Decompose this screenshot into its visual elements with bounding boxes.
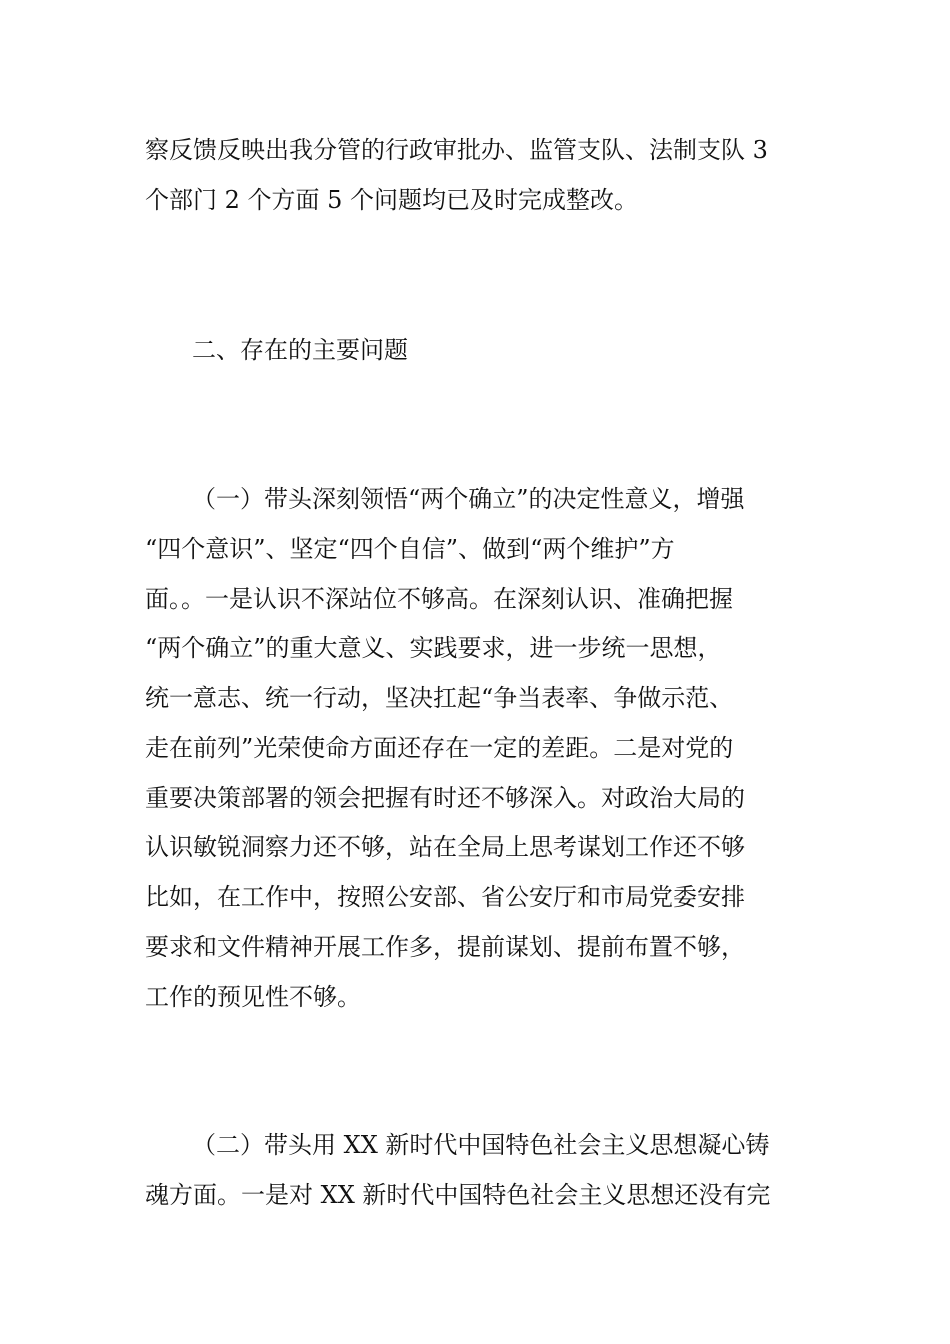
paragraph-line: 个部门 2 个方面 5 个问题均已及时完成整改。 [145,186,639,214]
paragraph-line: 面。。一是认识不深站位不够高。在深刻认识、准确把握 [145,585,733,613]
paragraph-line: 要求和文件精神开展工作多，提前谋划、提前布置不够， [145,933,745,961]
paragraph-line: 比如，在工作中，按照公安部、省公安厅和市局党委安排 [145,883,745,911]
paragraph-line: 统一意志、统一行动，坚决扛起“争当表率、争做示范、 [145,684,734,712]
section-heading: 二、存在的主要问题 [192,336,408,364]
paragraph-line: “四个意识”、坚定“四个自信”、做到“两个维护”方 [145,535,675,563]
paragraph-line: 工作的预见性不够。 [145,983,361,1011]
paragraph-line: （一）带头深刻领悟“两个确立”的决定性意义，增强 [192,485,745,513]
paragraph-line: 走在前列”光荣使命方面还存在一定的差距。二是对党的 [145,734,734,762]
paragraph-line: 察反馈反映出我分管的行政审批办、监管支队、法制支队 3 [145,136,768,164]
paragraph-line: （二）带头用 XX 新时代中国特色社会主义思想凝心铸 [192,1131,770,1159]
paragraph-line: 认识敏锐洞察力还不够，站在全局上思考谋划工作还不够 [145,833,745,861]
paragraph-line: 重要决策部署的领会把握有时还不够深入。对政治大局的 [145,784,745,812]
paragraph-line: “两个确立”的重大意义、实践要求，进一步统一思想， [145,634,722,662]
paragraph-line: 魂方面。一是对 XX 新时代中国特色社会主义思想还没有完 [145,1181,771,1209]
